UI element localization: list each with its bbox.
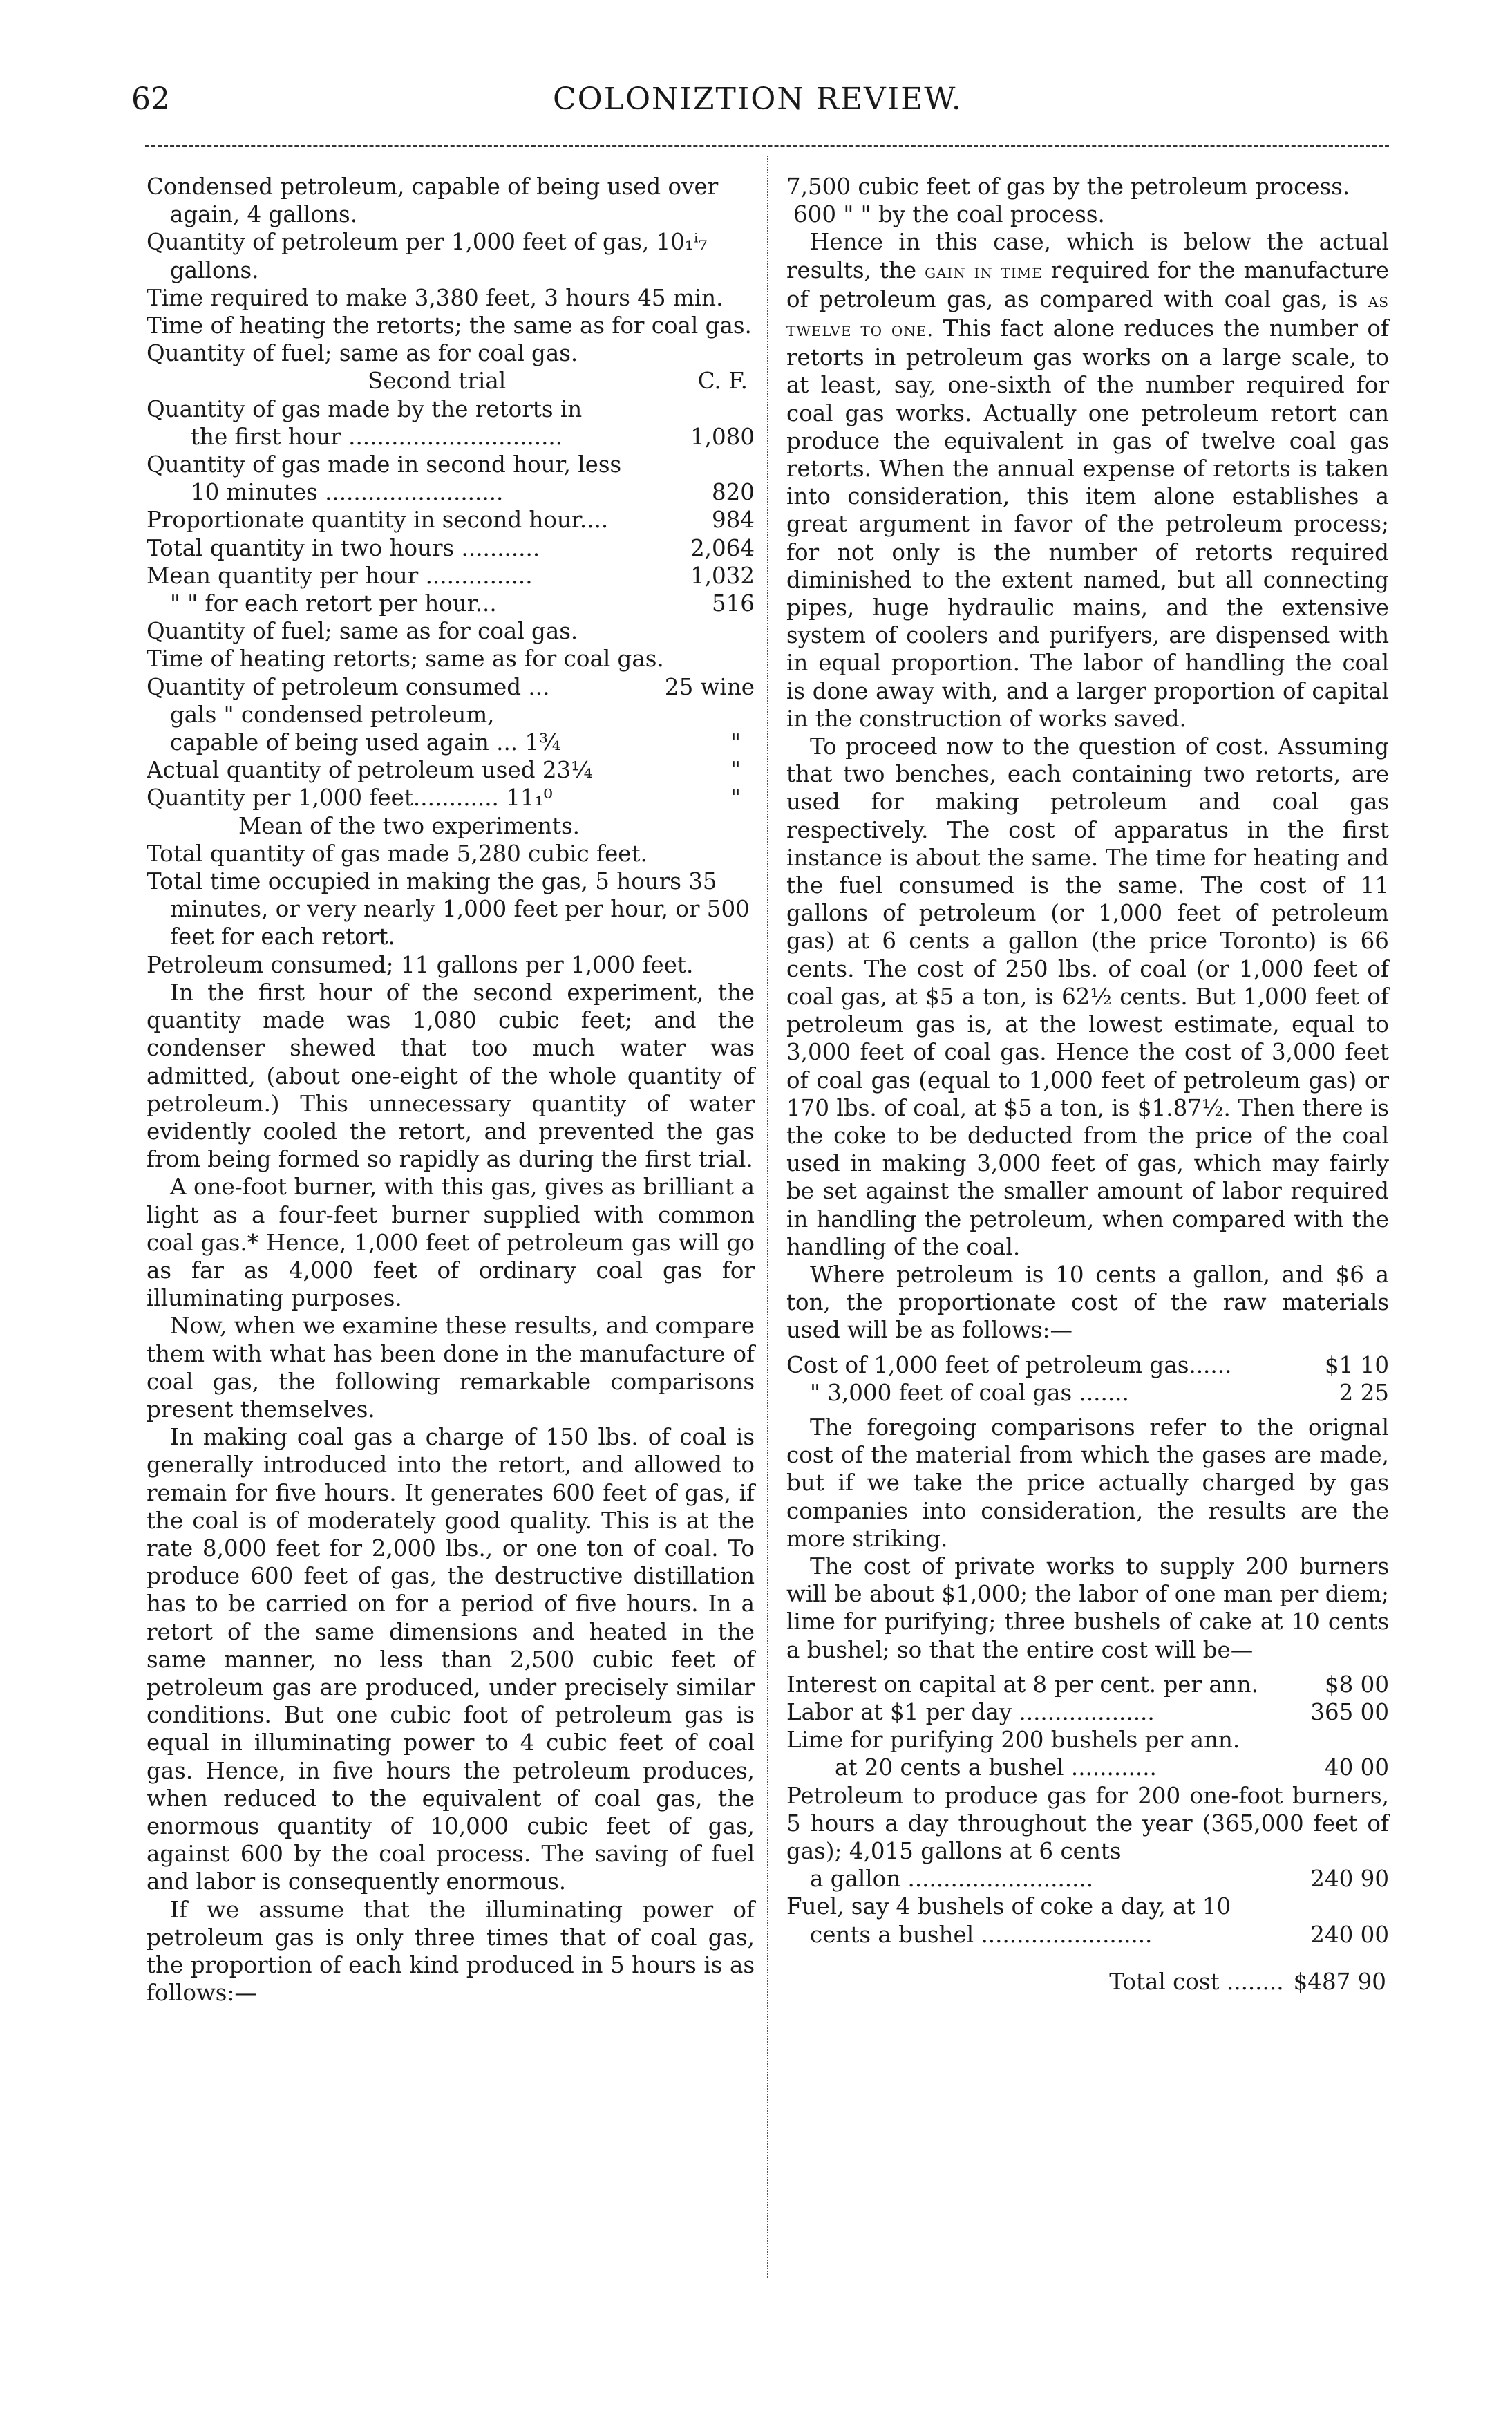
table-row: the first hour .............................. 1,080 <box>191 423 755 450</box>
paragraph: Hence in this case, which is below the actual results, the gain in time required for the manufacture of petroleum gas, as compared with coal gas, is as twelve to one. This fact alone reduces the number of retorts in petroleum gas works on a large scale, to at least, say, one-sixth of the number required for coal gas works. Actually one petroleum retort can produce the equivalent in gas of twelve coal gas retorts. When the annual expense of retorts is taken into consideration, this item alone establishes a great argument in favor of the petroleum process; for not only is the number of retorts required diminished to the extent named, but all connecting pipes, huge hydraulic mains, and the extensive system of coolers and purifyers, are dispensed with in equal proportion. The labor of handling the coal is done away with, and a larger proportion of capital in the construction of works saved. <box>786 229 1389 732</box>
text-line: 7,500 cubic feet of gas by the petroleum process. <box>786 173 1350 200</box>
right-column <box>786 173 1389 1996</box>
text-line: Condensed petroleum, capable of being used over again, 4 gallons. <box>147 173 719 228</box>
text-line: Fuel, say 4 bushels of coke a day, at 10 <box>786 1893 1231 1920</box>
paragraph: If we assume that the illuminating power of petroleum gas is only three times that of coal gas, the proportion of each kind produced in 5 hours is as follows:— <box>147 1896 755 2007</box>
text-line: Time required to make 3,380 feet, 3 hours 45 min. <box>147 284 724 311</box>
text-line: Time of heating the retorts; the same as for coal gas. <box>147 312 752 339</box>
expense-row: Labor at $1 per day ................... 365 00 <box>786 1698 1389 1725</box>
second-trial-label: Second trial <box>368 368 507 395</box>
paragraph: The cost of private works to supply 200 burners will be about $1,000; the labor of one man per diem; lime for purifying; three bushels of cake at 10 cents a bushel; so that the entire cost will be— <box>786 1552 1389 1663</box>
table-row: Quantity per 1,000 feet............ 11₁⁰ " <box>147 785 741 812</box>
page-number: 62 <box>131 82 170 117</box>
paragraph: The foregoing comparisons refer to the orignal cost of the material from which the gases are made, but if we take the price actually charged by gas companies into consideration, the results are the more striking. <box>786 1414 1389 1552</box>
table-row: Proportionate quantity in second hour.... 984 <box>147 507 755 534</box>
text-line: Total quantity of gas made 5,280 cubic feet. <box>147 840 648 867</box>
second-trial-heading <box>147 367 755 395</box>
cost-row: Cost of 1,000 feet of petroleum gas...... $1 10 <box>786 1351 1389 1378</box>
text-line: Quantity of fuel; same as for coal gas. <box>147 340 578 367</box>
total-row <box>786 1968 1389 1996</box>
table-row: " " for each retort per hour... 516 <box>170 590 755 617</box>
table-row: gals " condensed petroleum, <box>170 701 495 728</box>
expense-row: at 20 cents a bushel ............ 40 00 <box>835 1754 1389 1781</box>
running-title: COLONIZTION REVIEW. <box>553 82 963 117</box>
table-row: Actual quantity of petroleum used 23¼ " <box>147 757 741 784</box>
text-line: Quantity of gas made in second hour, less <box>147 451 622 478</box>
expense-row: a gallon .......................... 240 90 <box>810 1866 1389 1893</box>
paragraph: In making coal gas a charge of 150 lbs. of coal is generally introduced into the retort, and allowed to remain for five hours. It generates 600 feet of gas, if the coal is of moderately good quality. This is at the rate 8,000 feet for 2,000 lbs., or one ton of coal. To produce 600 feet of gas, the destructive distillation has to be carried on for a period of five hours. In a retort of the same dimensions and heated in the same manner, no less than 2,500 cubic feet of petroleum gas are produced, under precisely similar conditions. But one cubic foot of petroleum gas is equal in illuminating power to 4 cubic feet of coal gas. Hence, in five hours the petroleum produces, when reduced to the equivalent of coal gas, the enormous quantity of 10,000 cubic feet of gas, against 600 by the coal process. The saving of fuel and labor is consequently enormous. <box>147 1424 755 1895</box>
expense-row: Interest on capital at 8 per cent. per ann. $8 00 <box>786 1671 1389 1698</box>
total-label: Total cost ........ <box>1109 1968 1284 1995</box>
paragraph: In the first hour of the second experiment, the quantity made was 1,080 cubic feet; and the condenser shewed that too much water was admitted, (about one-eight of the whole quantity of petroleum.) This unnecessary quantity of water evidently cooled the retort, and prevented the gas from being formed so rapidly as during the first trial. <box>147 979 755 1173</box>
left-column <box>147 173 755 2007</box>
text-line: Time of heating retorts; same as for coal gas. <box>147 646 664 673</box>
expense-row: cents a bushel ........................ 240 00 <box>810 1921 1389 1948</box>
table-row: 10 minutes ......................... 820 <box>191 479 755 506</box>
text-line: Petroleum to produce gas for 200 one-foot burners, 5 hours a day throughout the year (365,000 feet of gas); 4,015 gallons at 6 cents <box>786 1782 1389 1864</box>
paragraph: Now, when we examine these results, and compare them with what has been done in the manufacture of coal gas, the following remarkable comparisons present themselves. <box>147 1313 755 1423</box>
text-line: 600 " " by the coal process. <box>793 201 1105 228</box>
small-caps-phrase: gain in time <box>925 259 1043 283</box>
paragraph: To proceed now to the question of cost. Assuming that two benches, each containing two retorts, are used for making petroleum and coal gas respectively. The cost of apparatus in the first instance is about the same. The time for heating and the fuel consumed is the same. The cost of 11 gallons of petroleum (or 1,000 feet of petroleum gas) at 6 cents a gallon (the price Toronto) is 66 cents. The cost of 250 lbs. of coal (or 1,000 feet of coal gas, at $5 a ton, is 62½ cents. But 1,000 feet of petroleum gas is, at the lowest estimate, equal to 3,000 feet of coal gas. Hence the cost of 3,000 feet of coal gas (equal to 1,000 feet of petroleum gas) or 170 lbs. of coal, at $5 a ton, is $1.87½. Then there is the coke to be deducted from the price of the coal used in making 3,000 feet of gas, which may fairly be set against the smaller amount of labor required in handling the petroleum, when compared with the handling of the coal. <box>786 733 1389 1260</box>
total-value: $487 90 <box>1293 1968 1386 1995</box>
paragraph: A one-foot burner, with this gas, gives as brilliant a light as a four-feet burner supplied with common coal gas.* Hence, 1,000 feet of petroleum gas will go as far as 4,000 feet of ordinary coal gas for illuminating purposes. <box>147 1174 755 1312</box>
table-row: Total quantity in two hours ........... 2,064 <box>147 534 755 561</box>
text-line: Lime for purifying 200 bushels per ann. <box>786 1727 1240 1754</box>
column-divider <box>767 156 768 2278</box>
small-caps-phrase: as twelve to one. <box>786 288 1389 341</box>
text-line: Quantity of petroleum per 1,000 feet of gas, 10₁ⁱ₇ gallons. <box>147 229 708 283</box>
table-row: Quantity of petroleum consumed ... 25 wine <box>147 673 755 700</box>
text-line: Total time occupied in making the gas, 5 hours 35 minutes, or very nearly 1,000 feet per hour, or 500 feet for each retort. <box>147 868 750 950</box>
text-line: Quantity of fuel; same as for coal gas. <box>147 618 578 645</box>
cost-row: " 3,000 feet of coal gas ....... 2 25 <box>810 1379 1389 1406</box>
table-row: capable of being used again ... 1¾ " <box>170 729 741 756</box>
section-heading: Mean of the two experiments. <box>238 812 580 839</box>
unit-label: C. F. <box>697 368 748 395</box>
table-row: Mean quantity per hour ............... 1,032 <box>147 562 755 589</box>
paragraph: Where petroleum is 10 cents a gallon, and $6 a ton, the proportionate cost of the raw materials used will be as follows:— <box>786 1261 1389 1344</box>
header-rule <box>145 145 1389 147</box>
text-line: Quantity of gas made by the retorts in <box>147 395 583 422</box>
text-line: Petroleum consumed; 11 gallons per 1,000 feet. <box>147 951 694 978</box>
